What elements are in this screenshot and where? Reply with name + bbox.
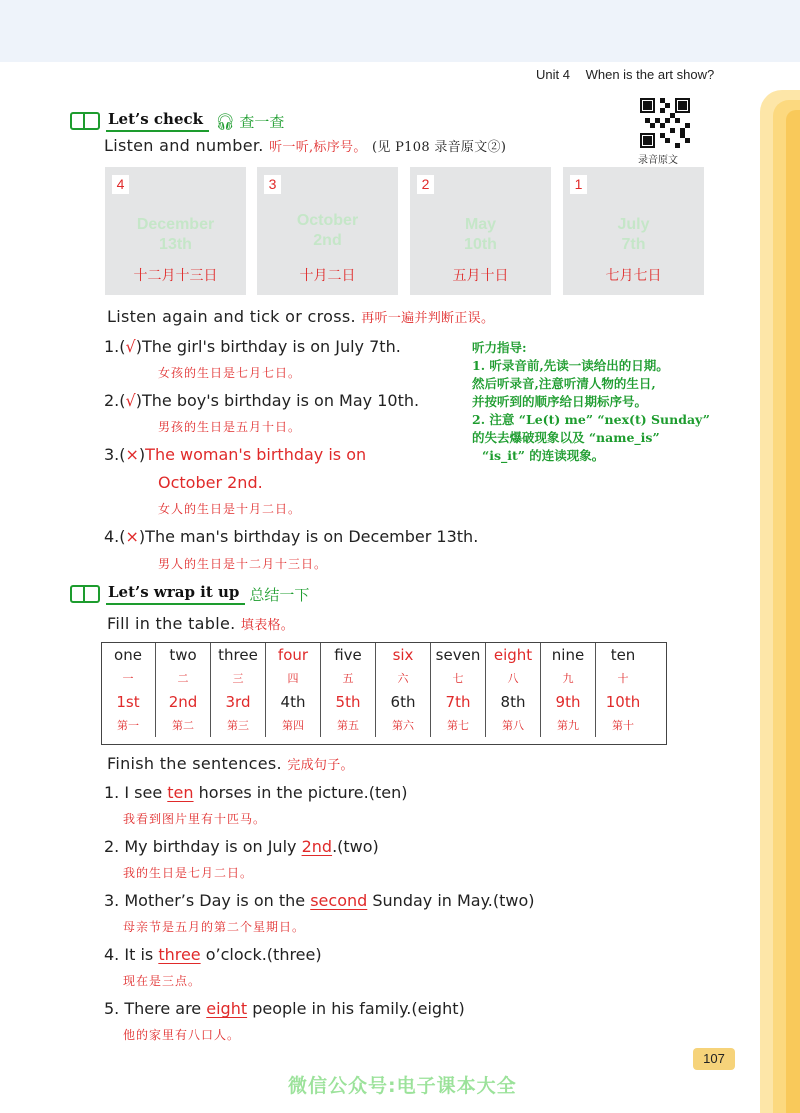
item-number: 1. xyxy=(104,337,120,356)
table-cell: five xyxy=(321,643,376,666)
instruction-text: Listen and number. xyxy=(104,136,264,155)
sentence-translation: 母亲节是五月的第二个星期日。 xyxy=(123,920,306,934)
sentence-translation: 我的生日是七月二日。 xyxy=(123,866,254,880)
table-cell: 一 xyxy=(122,672,134,685)
instruction-fill-table xyxy=(107,614,294,633)
sentence-before: There are xyxy=(124,999,202,1018)
date-card xyxy=(410,167,551,295)
word-hint: (three) xyxy=(266,945,322,964)
card-number: 1 xyxy=(570,175,587,194)
instruction-text-cn: 完成句子。 xyxy=(287,758,354,773)
table-cell: 第五 xyxy=(321,713,376,737)
item-number: 4. xyxy=(104,527,120,546)
table-cell: 第一 xyxy=(117,719,139,732)
instruction-note: (见 P108 录音原文②) xyxy=(372,140,507,155)
table-cell: 6th xyxy=(376,690,431,713)
card-date-cn: 十二月十三日 xyxy=(133,268,218,284)
guide-line: 1. 听录音前,先读一读给出的日期。 xyxy=(472,358,669,373)
sentence-item: 4.(×)The man's birthday is on December 13th. xyxy=(104,527,479,546)
sentence-translation: 女孩的生日是七月七日。 xyxy=(158,366,302,380)
guide-line: 然后听录音,注意听清人物的生日, xyxy=(472,376,656,391)
instruction-text-cn: 听一听,标序号。 xyxy=(269,140,367,155)
card-date-en: May 10th xyxy=(464,216,497,253)
sentence-after: Sunday in May. xyxy=(372,891,493,910)
card-date-cn: 十月二日 xyxy=(299,268,356,284)
guide-line: 并按听到的顺序给日期标序号。 xyxy=(472,394,648,409)
item-number: 2. xyxy=(104,391,120,410)
date-card xyxy=(257,167,398,295)
date-card xyxy=(563,167,704,295)
answer-blank: eight xyxy=(206,999,248,1018)
sentence-translation: 男人的生日是十二月十三日。 xyxy=(158,557,328,571)
table-cell: 第八 xyxy=(486,713,541,737)
instruction-listen-number xyxy=(104,136,506,155)
listening-guide xyxy=(472,339,712,465)
table-cell: ten xyxy=(596,643,651,666)
answer-mark: × xyxy=(125,527,139,546)
numbers-table xyxy=(101,643,650,737)
instruction-tick-cross xyxy=(107,307,494,326)
item-number: 3. xyxy=(104,891,120,910)
top-band xyxy=(0,0,800,62)
table-row-words-cn xyxy=(101,666,650,690)
sentence-text: The boy's birthday is on May 10th. xyxy=(141,391,420,410)
sentence-after: people in his family. xyxy=(252,999,412,1018)
table-cell: 第四 xyxy=(266,713,321,737)
table-cell: nine xyxy=(541,643,596,666)
table-cell: 第十 xyxy=(596,713,651,737)
qr-code[interactable] xyxy=(640,98,690,148)
sentence-after: . xyxy=(332,837,338,856)
word-hint: (two) xyxy=(492,891,535,910)
page-header xyxy=(536,67,714,82)
table-cell: 八 xyxy=(486,666,541,690)
sentence-item: 3.(×)The woman's birthday is on xyxy=(104,445,367,464)
answer-blank: 2nd xyxy=(301,837,333,856)
headphones-icon: 🎧︎ xyxy=(215,111,236,131)
word-hint: (eight) xyxy=(411,999,465,1018)
side-stripe xyxy=(786,110,800,1113)
sentence-translation: 女人的生日是十月二日。 xyxy=(158,502,302,516)
fill-sentence xyxy=(104,999,465,1018)
sentence-text: The woman's birthday is on xyxy=(145,445,367,464)
table-cell: 二 xyxy=(156,666,211,690)
word-hint: (ten) xyxy=(368,783,408,802)
table-cell: three xyxy=(211,643,266,666)
item-number: 4. xyxy=(104,945,120,964)
table-cell: two xyxy=(156,643,211,666)
sentence-translation: 他的家里有八口人。 xyxy=(123,1028,241,1042)
section-title: Let’s wrap it up xyxy=(106,583,245,605)
sentence-translation: 我看到图片里有十匹马。 xyxy=(123,812,267,826)
item-number: 3. xyxy=(104,445,120,464)
instruction-text: Listen again and tick or cross. xyxy=(107,307,356,326)
card-date-en: October 2nd xyxy=(296,212,359,249)
card-date-cn: 七月七日 xyxy=(605,268,662,284)
table-cell: eight xyxy=(486,643,541,666)
sentence-before: Mother’s Day is on the xyxy=(124,891,306,910)
table-cell: 九 xyxy=(541,666,596,690)
instruction-finish-sentences xyxy=(107,754,354,773)
guide-line: 的失去爆破现象以及 “name_is” xyxy=(472,430,660,445)
table-cell: 1st xyxy=(116,692,140,711)
date-card xyxy=(105,167,246,295)
table-cell: 四 xyxy=(266,666,321,690)
sentence-text: The girl's birthday is on July 7th. xyxy=(141,337,401,356)
table-cell: 8th xyxy=(486,690,541,713)
table-cell: 第六 xyxy=(376,713,431,737)
instruction-text: Fill in the table. xyxy=(107,614,236,633)
sentence-translation: 现在是三点。 xyxy=(123,974,202,988)
page-number: 107 xyxy=(693,1048,735,1070)
sentence-before: My birthday is on July xyxy=(124,837,297,856)
table-cell: 第七 xyxy=(431,713,486,737)
sentence-item: 2.(√)The boy's birthday is on May 10th. xyxy=(104,391,420,410)
table-row-words xyxy=(101,643,650,666)
instruction-text-cn: 填表格。 xyxy=(240,618,295,633)
section-banner-wrap-up xyxy=(70,583,309,605)
instruction-text: Finish the sentences. xyxy=(107,754,282,773)
table-cell: 七 xyxy=(431,666,486,690)
book-icon xyxy=(70,112,100,130)
sentence-before: It is xyxy=(124,945,154,964)
table-cell: 7th xyxy=(431,690,486,713)
card-date-cn: 五月十日 xyxy=(452,268,509,284)
table-cell: 2nd xyxy=(156,690,211,713)
table-cell: 十 xyxy=(596,666,651,690)
book-icon xyxy=(70,585,100,603)
fill-sentence xyxy=(104,783,407,802)
table-cell: 第九 xyxy=(541,713,596,737)
fill-sentence xyxy=(104,837,379,856)
table-cell: 10th xyxy=(596,690,651,713)
table-cell: one xyxy=(114,645,142,664)
card-date-en: December 13th xyxy=(136,216,215,253)
table-cell: 3rd xyxy=(211,690,266,713)
table-cell: 第二 xyxy=(156,713,211,737)
item-number: 2. xyxy=(104,837,120,856)
table-cell: 六 xyxy=(376,666,431,690)
sentence-text: The man's birthday is on December 13th. xyxy=(145,527,479,546)
answer-blank: ten xyxy=(167,783,194,802)
table-row-ordinals-cn xyxy=(101,713,650,737)
sentence-translation: 男孩的生日是五月十日。 xyxy=(158,420,302,434)
table-cell: four xyxy=(266,643,321,666)
table-cell: 5th xyxy=(321,690,376,713)
item-number: 1. xyxy=(104,783,120,802)
section-title-cn: 总结一下 xyxy=(249,585,310,604)
answer-blank: three xyxy=(158,945,201,964)
sentence-before: I see xyxy=(124,783,163,802)
sentence-text-continued: October 2nd. xyxy=(158,473,263,492)
table-cell: 4th xyxy=(266,690,321,713)
table-cell: seven xyxy=(431,643,486,666)
table-cell: 9th xyxy=(541,690,596,713)
sentence-item: 1.(√)The girl's birthday is on July 7th. xyxy=(104,337,401,356)
unit-title: When is the art show? xyxy=(585,67,715,82)
answer-mark: √ xyxy=(125,391,136,410)
section-title-cn: 查一查 xyxy=(239,112,285,131)
table-row-ordinals xyxy=(101,690,650,713)
card-number: 2 xyxy=(417,175,434,194)
guide-title: 听力指导: xyxy=(472,340,527,355)
sentence-after: o’clock. xyxy=(205,945,267,964)
answer-mark: √ xyxy=(125,337,136,356)
card-date-en: July 7th xyxy=(617,216,650,253)
guide-line: “is_it” 的连读现象。 xyxy=(482,448,605,463)
card-number: 3 xyxy=(264,175,281,194)
item-number: 5. xyxy=(104,999,120,1018)
table-cell: 五 xyxy=(321,666,376,690)
sentence-after: horses in the picture. xyxy=(198,783,369,802)
fill-sentence xyxy=(104,891,535,910)
unit-label: Unit 4 xyxy=(536,67,570,82)
fill-sentence xyxy=(104,945,322,964)
table-cell: 三 xyxy=(211,666,266,690)
guide-line: 2. 注意 “Le(t) me” “nex(t) Sunday” xyxy=(472,412,710,427)
table-cell: 第三 xyxy=(211,713,266,737)
section-title: Let’s check xyxy=(106,110,209,132)
table-cell: six xyxy=(376,643,431,666)
answer-mark: × xyxy=(125,445,139,464)
word-hint: (two) xyxy=(337,837,379,856)
answer-blank: second xyxy=(310,891,368,910)
watermark: 微信公众号:电子课本大全 xyxy=(288,1075,517,1097)
card-number: 4 xyxy=(112,175,129,194)
section-banner-lets-check xyxy=(70,110,284,132)
qr-label: 录音原文 xyxy=(638,155,678,166)
instruction-text-cn: 再听一遍并判断正误。 xyxy=(361,311,495,326)
